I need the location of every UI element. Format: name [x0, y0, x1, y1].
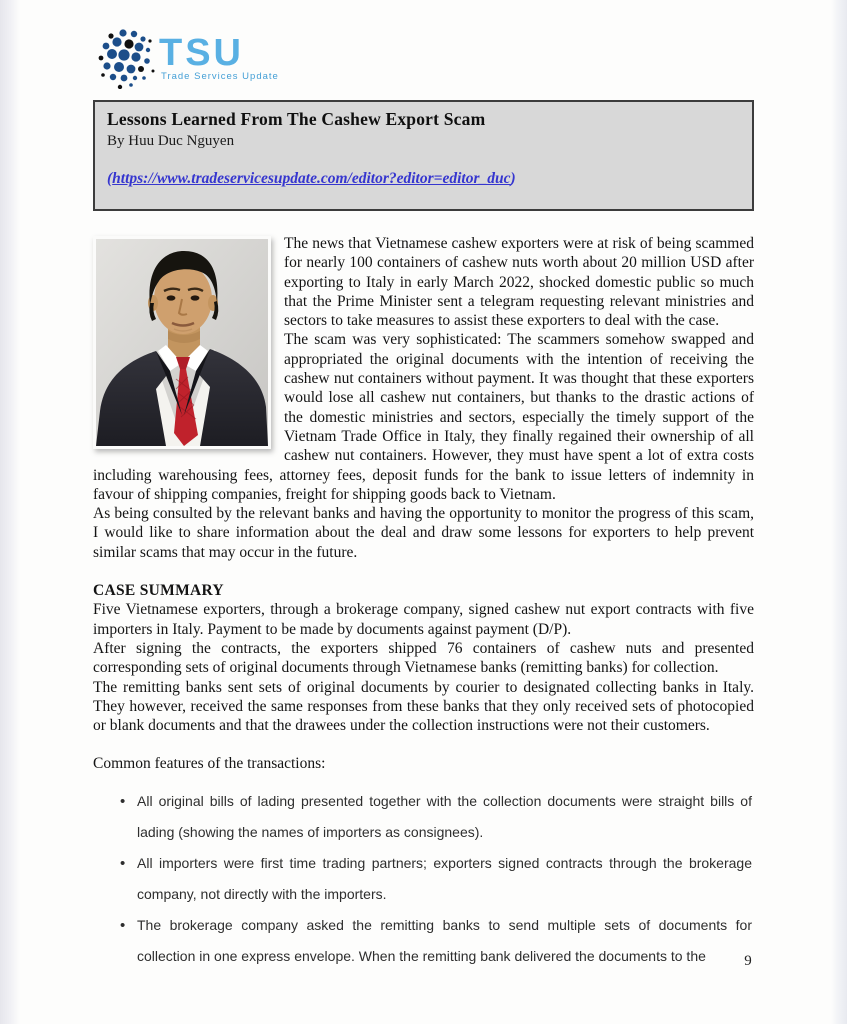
bullet-item: • All importers were first time trading partners; exporters signed contracts through the brokerage company, not directly with the importers. — [137, 848, 754, 910]
article-paragraph: The scam was very sophisticated: The scammers somehow swapped and appropriated the original documents with the intention of receiving the cashew nut containers without payment. It was thought that these exporters would lose all cashew nut containers, but thanks to the drastic actions of the domestic ministries and sectors, especially the timely support of the Vietnam Trade Office in Italy, they finally regained their ownership of all cashew nut containers. However, they must have spent a lot of extra costs including warehousing fees, attorney fees, deposit funds for the bank to issue letters of indemnity in favour of shipping companies, freight for shipping goods back to Vietnam. — [93, 331, 754, 503]
article-body — [93, 234, 754, 972]
features-list — [93, 786, 754, 972]
article-byline: By Huu Duc Nguyen — [107, 133, 235, 149]
author-link-line — [107, 170, 740, 188]
case-paragraph: Five Vietnamese exporters, through a brokerage company, signed cashew nut export contracts with five importers in Italy. Payment to be made by documents against payment (D/P). — [93, 601, 754, 638]
case-paragraph: The remitting banks sent sets of original documents by courier to designated collecting banks in Italy. They however, received the same responses from these banks that they only received sets of photocopied or blank documents and that the drawees under the collection instructions were not their customers. — [93, 678, 754, 735]
tsu-logo — [93, 25, 754, 89]
article-header-box — [93, 100, 754, 211]
case-paragraph: After signing the contracts, the exporters shipped 76 containers of cashew nuts and presented corresponding sets of original documents through Vietnamese banks (remitting banks) for collection. — [93, 639, 754, 677]
link-open-paren: ( — [107, 170, 113, 187]
author-photo — [93, 236, 271, 449]
author-profile-link[interactable]: https://www.tradeservicesupdate.com/editor?editor=editor_duc — [112, 170, 511, 187]
bullet-item: • The brokerage company asked the remitting banks to send multiple sets of documents for collection in one express envelope. When the remitting bank delivered the documents to the — [137, 910, 754, 972]
bullet-item: • All original bills of lading presented together with the collection documents were straight bills of lading (showing the names of importers as consignees). — [137, 786, 754, 848]
page-left-edge-shadow — [0, 0, 20, 1024]
author-portrait-image — [96, 239, 268, 446]
link-close-paren: ) — [510, 170, 516, 187]
page-right-edge-shadow — [831, 0, 847, 1024]
article-paragraph: As being consulted by the relevant banks and having the opportunity to monitor the progress of this scam, I would like to share information about the deal and draw some lessons for exporters to help prevent similar scams that may occur in the future. — [93, 505, 754, 561]
dotted-globe-icon — [93, 25, 293, 89]
page-number: 9 — [744, 953, 752, 969]
document-page — [93, 0, 754, 972]
features-intro: Common features of the transactions: — [93, 755, 326, 773]
article-paragraph: The news that Vietnamese cashew exporters were at risk of being scammed for nearly 100 containers of cashew nuts worth about 20 million USD after exporting to Italy in early March 2022, shocked domestic public so much that the Prime Minister sent a telegram requesting relevant ministries and sectors to take measures to assist these exporters to deal with the case. — [284, 235, 754, 330]
logo-tagline: Trade Services Update — [161, 71, 279, 82]
article-title: Lessons Learned From The Cashew Export Scam — [107, 109, 486, 129]
case-summary-heading: CASE SUMMARY — [93, 582, 224, 600]
logo-acronym: TSU — [159, 32, 244, 74]
